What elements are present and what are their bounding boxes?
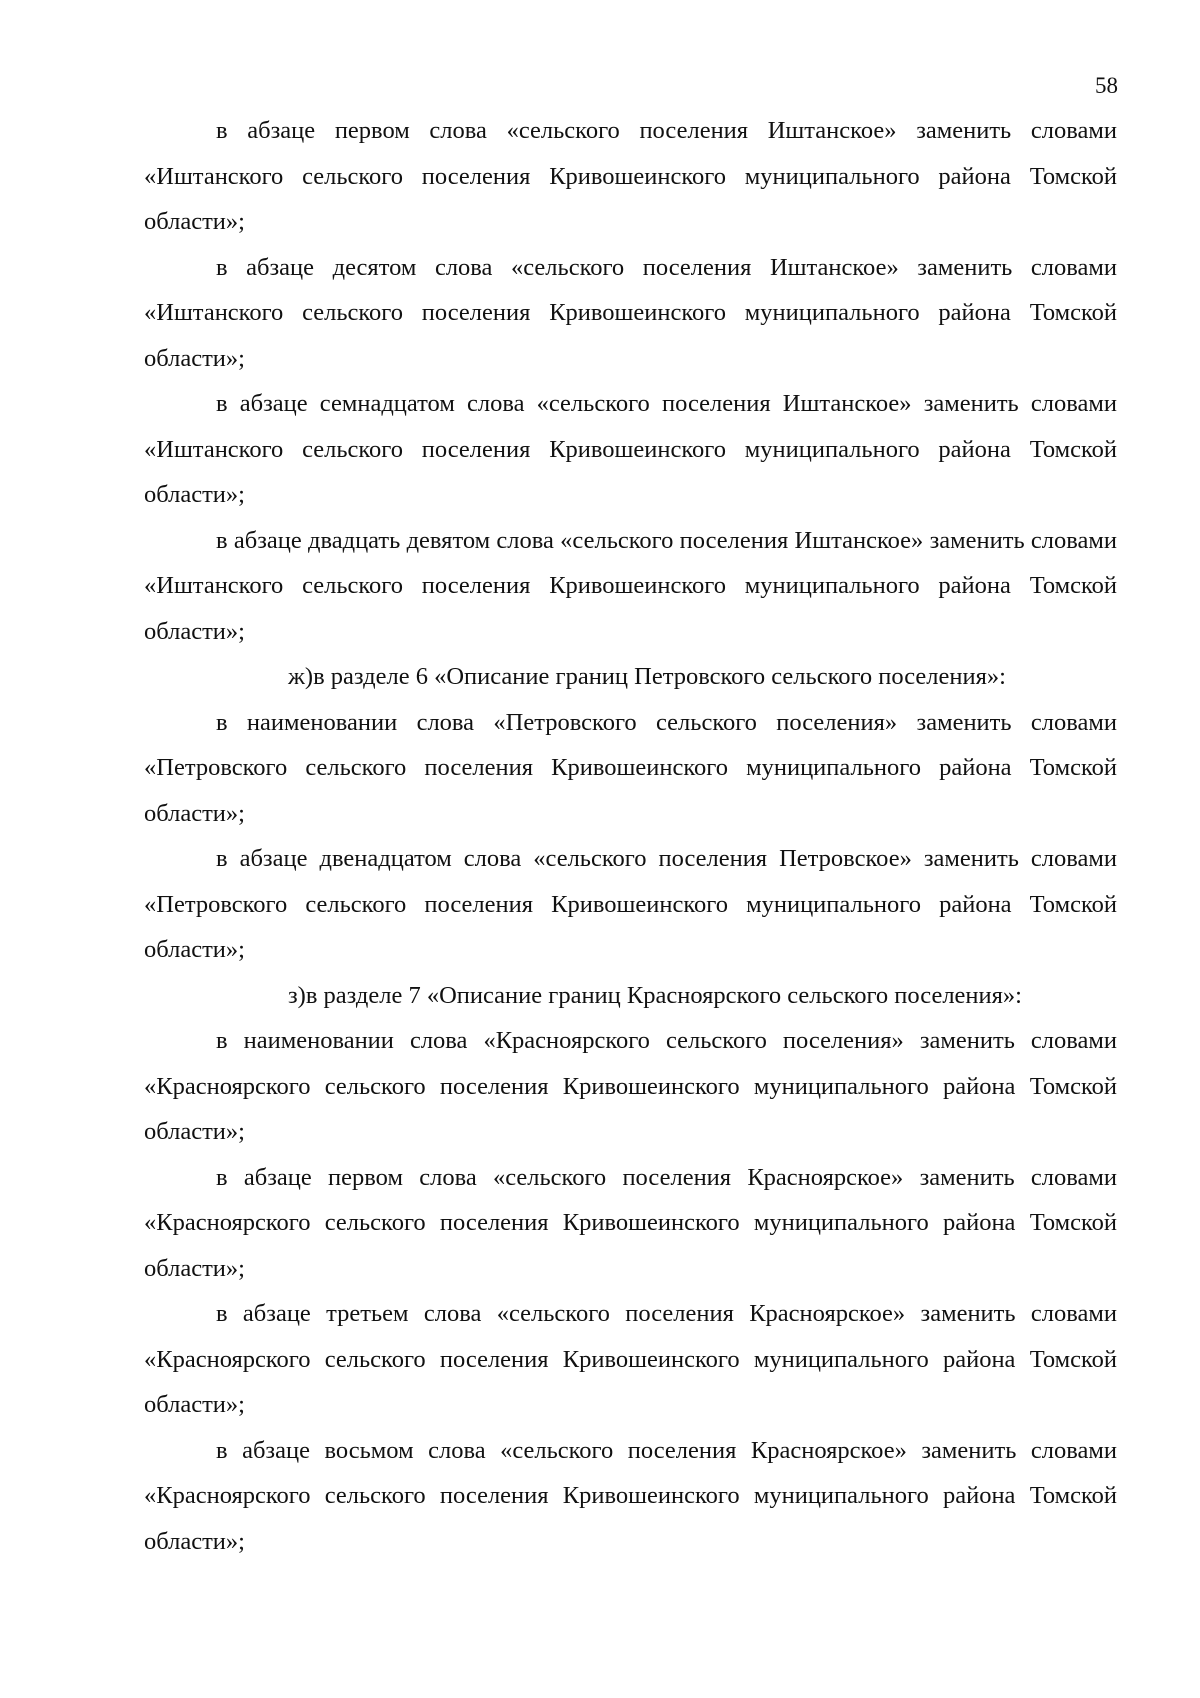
paragraph-11: в абзаце третьем слова «сельского поселения Красноярское» заменить словами «Красноярского сельского поселения Кривошеинского муниципального района Томской области»; <box>144 1300 1117 1418</box>
paragraph-10: в абзаце первом слова «сельского поселения Красноярское» заменить словами «Красноярского сельского поселения Кривошеинского муниципального района Томской области»; <box>144 1163 1117 1282</box>
paragraph-2: в абзаце десятом слова «сельского поселения Иштанское» заменить словами «Иштанского сельского поселения Кривошеинского муниципального района Томской области»; <box>144 253 1117 372</box>
document-body <box>144 108 1117 1564</box>
list-marker: з) <box>288 981 306 1009</box>
page-number: 58 <box>1095 73 1118 98</box>
list-item-zh <box>144 654 1117 700</box>
paragraph-3: в абзаце семнадцатом слова «сельского поселения Иштанское» заменить словами «Иштанского сельского поселения Кривошеинского муниципального района Томской области»; <box>144 390 1117 508</box>
list-item-z <box>144 973 1117 1019</box>
paragraph-7: в абзаце двенадцатом слова «сельского поселения Петровское» заменить словами «Петровского сельского поселения Кривошеинского муниципального района Томской области»; <box>144 845 1117 963</box>
list-marker: ж) <box>288 663 314 690</box>
paragraph-12: в абзаце восьмом слова «сельского поселения Красноярское» заменить словами «Красноярского сельского поселения Кривошеинского муниципального района Томской области»; <box>144 1436 1117 1555</box>
list-item-text: в разделе 7 «Описание границ Красноярского сельского поселения»: <box>305 981 1022 1009</box>
list-item-text: в разделе 6 «Описание границ Петровского сельского поселения»: <box>313 663 1006 690</box>
paragraph-1: в абзаце первом слова «сельского поселения Иштанское» заменить словами «Иштанского сельского поселения Кривошеинского муниципального района Томской области»; <box>144 117 1117 235</box>
paragraph-4: в абзаце двадцать девятом слова «сельского поселения Иштанское» заменить словами «Иштанского сельского поселения Кривошеинского муниципального района Томской области»; <box>144 526 1117 645</box>
paragraph-6: в наименовании слова «Петровского сельского поселения» заменить словами «Петровского сельского поселения Кривошеинского муниципального района Томской области»; <box>144 708 1117 827</box>
paragraph-9: в наименовании слова «Красноярского сельского поселения» заменить словами «Красноярского сельского поселения Кривошеинского муниципального района Томской области»; <box>144 1027 1117 1145</box>
